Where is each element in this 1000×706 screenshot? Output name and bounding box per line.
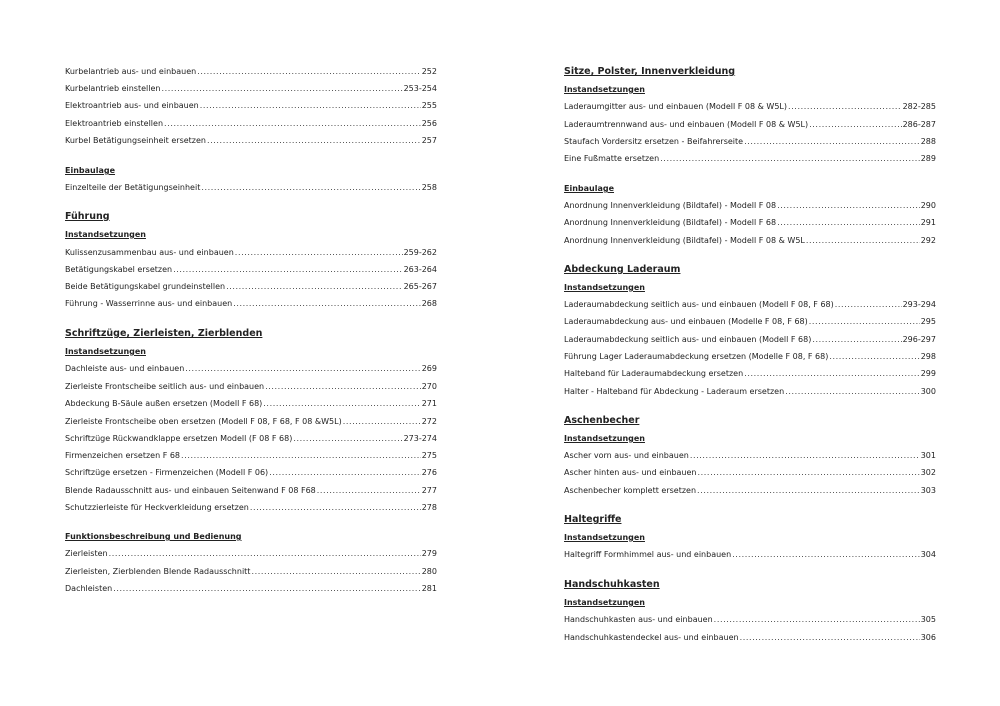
toc-entry[interactable] xyxy=(564,118,936,132)
toc-entry[interactable] xyxy=(564,199,936,213)
leader-dots xyxy=(809,118,901,132)
toc-entry-page: 259-262 xyxy=(403,248,437,257)
toc-entry-label: Laderaumgitter aus- und einbauen (Modell F 08 & W5L) xyxy=(564,102,788,111)
toc-entry-label: Schriftzüge ersetzen - Firmenzeichen (Modell F 06) xyxy=(65,468,269,477)
toc-entry[interactable] xyxy=(564,298,936,312)
toc-entry[interactable] xyxy=(564,135,936,149)
leader-dots xyxy=(698,466,920,480)
leader-dots xyxy=(785,385,920,399)
leader-dots xyxy=(829,350,919,364)
toc-entry[interactable] xyxy=(65,65,437,79)
toc-entry-page: 270 xyxy=(421,382,437,391)
toc-entry[interactable] xyxy=(65,582,437,596)
toc-entry-page: 275 xyxy=(421,451,437,460)
subsection-heading: Funktionsbeschreibung und Bedienung xyxy=(65,532,242,541)
toc-entry[interactable] xyxy=(564,449,936,463)
toc-entry-page: 300 xyxy=(920,387,936,396)
subsection-heading: Instandsetzungen xyxy=(564,283,645,292)
toc-entry[interactable] xyxy=(65,297,437,311)
leader-dots xyxy=(293,432,402,446)
toc-entry-page: 303 xyxy=(920,486,936,495)
leader-dots xyxy=(263,397,420,411)
subsection-heading: Instandsetzungen xyxy=(65,230,146,239)
section-heading: Handschuhkasten xyxy=(564,579,660,590)
toc-entry[interactable] xyxy=(65,280,437,294)
toc-entry-page: 282-285 xyxy=(902,102,936,111)
leader-dots xyxy=(250,501,421,515)
leader-dots xyxy=(226,280,402,294)
toc-entry[interactable] xyxy=(65,432,437,446)
toc-entry[interactable] xyxy=(564,315,936,329)
leader-dots xyxy=(317,484,421,498)
toc-entry-label: Einzelteile der Betätigungseinheit xyxy=(65,183,201,192)
toc-entry-label: Zierleisten xyxy=(65,549,108,558)
toc-entry[interactable] xyxy=(564,234,936,248)
toc-entry-label: Firmenzeichen ersetzen F 68 xyxy=(65,451,181,460)
toc-entry-page: 296-297 xyxy=(902,335,936,344)
toc-entry-page: 290 xyxy=(920,201,936,210)
leader-dots xyxy=(113,582,421,596)
toc-entry[interactable] xyxy=(564,350,936,364)
toc-entry-page: 263-264 xyxy=(403,265,437,274)
toc-entry[interactable] xyxy=(564,333,936,347)
toc-entry-page: 280 xyxy=(421,567,437,576)
leader-dots xyxy=(233,297,421,311)
toc-entry-label: Laderaumabdeckung aus- und einbauen (Modelle F 08, F 68) xyxy=(564,317,808,326)
toc-entry[interactable] xyxy=(564,385,936,399)
toc-entry-label: Elektroantrieb aus- und einbauen xyxy=(65,101,199,110)
toc-entry-page: 277 xyxy=(421,486,437,495)
toc-entry[interactable] xyxy=(65,380,437,394)
leader-dots xyxy=(788,100,902,114)
leader-dots xyxy=(714,613,920,627)
section-heading: Führung xyxy=(65,211,110,222)
toc-entry-label: Zierleiste Frontscheibe oben ersetzen (Modell F 08, F 68, F 08 &W5L) xyxy=(65,417,342,426)
toc-entry-label: Halteband für Laderaumabdeckung ersetzen xyxy=(564,369,744,378)
toc-entry-label: Blende Radausschnitt aus- und einbauen Seitenwand F 08 F68 xyxy=(65,486,316,495)
toc-entry-label: Staufach Vordersitz ersetzen - Beifahrerseite xyxy=(564,137,744,146)
section-heading: Sitze, Polster, Innenverkleidung xyxy=(564,66,736,77)
toc-entry-label: Kurbelantrieb aus- und einbauen xyxy=(65,67,197,76)
leader-dots xyxy=(181,449,421,463)
toc-entry-page: 298 xyxy=(920,352,936,361)
leader-dots xyxy=(690,449,920,463)
toc-entry[interactable] xyxy=(65,82,437,96)
toc-entry[interactable] xyxy=(65,263,437,277)
leader-dots xyxy=(660,152,920,166)
toc-entry-label: Anordnung Innenverkleidung (Bildtafel) - Modell F 68 xyxy=(564,218,777,227)
toc-entry-page: 299 xyxy=(920,369,936,378)
leader-dots xyxy=(173,263,403,277)
toc-entry-label: Ascher hinten aus- und einbauen xyxy=(564,468,697,477)
toc-entry[interactable] xyxy=(564,100,936,114)
toc-entry-label: Zierleisten, Zierblenden Blende Radausschnitt xyxy=(65,567,251,576)
section-heading: Schriftzüge, Zierleisten, Zierblenden xyxy=(65,328,263,339)
leader-dots xyxy=(161,82,402,96)
leader-dots xyxy=(744,367,920,381)
toc-entry-page: 255 xyxy=(421,101,437,110)
leader-dots xyxy=(265,380,421,394)
toc-entry[interactable] xyxy=(564,466,936,480)
toc-entry-label: Führung Lager Laderaumabdeckung ersetzen (Modelle F 08, F 68) xyxy=(564,352,829,361)
toc-entry[interactable] xyxy=(564,631,936,645)
leader-dots xyxy=(777,216,920,230)
toc-entry-label: Schutzzierleiste für Heckverkleidung ersetzen xyxy=(65,503,249,512)
toc-entry[interactable] xyxy=(564,613,936,627)
toc-entry[interactable] xyxy=(65,484,437,498)
toc-entry-page: 301 xyxy=(920,451,936,460)
leader-dots xyxy=(732,548,920,562)
toc-entry-label: Aschenbecher komplett ersetzen xyxy=(564,486,697,495)
toc-entry-label: Kurbel Betätigungseinheit ersetzen xyxy=(65,136,206,145)
leader-dots xyxy=(269,466,421,480)
leader-dots xyxy=(235,246,403,260)
subsection-heading: Instandsetzungen xyxy=(564,533,645,542)
toc-entry[interactable] xyxy=(65,449,437,463)
toc-entry-page: 302 xyxy=(920,468,936,477)
toc-entry-page: 291 xyxy=(920,218,936,227)
toc-entry-label: Anordnung Innenverkleidung (Bildtafel) - Modell F 08 & W5L xyxy=(564,236,805,245)
leader-dots xyxy=(777,199,920,213)
toc-entry-page: 272 xyxy=(421,417,437,426)
toc-entry-page: 304 xyxy=(920,550,936,559)
toc-entry-page: 258 xyxy=(421,183,437,192)
section-heading: Haltegriffe xyxy=(564,514,622,525)
toc-entry-page: 292 xyxy=(920,236,936,245)
toc-entry-label: Eine Fußmatte ersetzen xyxy=(564,154,660,163)
leader-dots xyxy=(109,547,421,561)
toc-entry-page: 273-274 xyxy=(403,434,437,443)
subsection-heading: Einbaulage xyxy=(65,166,116,175)
leader-dots xyxy=(200,99,421,113)
toc-entry-label: Beide Betätigungskabel grundeinstellen xyxy=(65,282,226,291)
toc-entry[interactable] xyxy=(65,565,437,579)
toc-entry-page: 279 xyxy=(421,549,437,558)
toc-entry-label: Abdeckung B-Säule außen ersetzen (Modell F 68) xyxy=(65,399,263,408)
subsection-heading: Einbaulage xyxy=(564,184,615,193)
toc-entry-page: 289 xyxy=(920,154,936,163)
toc-entry[interactable] xyxy=(65,134,437,148)
toc-entry[interactable] xyxy=(65,501,437,515)
toc-entry-label: Kurbelantrieb einstellen xyxy=(65,84,161,93)
subsection-heading: Instandsetzungen xyxy=(564,598,645,607)
toc-entry-page: 265-267 xyxy=(403,282,437,291)
subsection-heading: Instandsetzungen xyxy=(564,434,645,443)
leader-dots xyxy=(809,315,920,329)
toc-entry-label: Ascher vorn aus- und einbauen xyxy=(564,451,689,460)
toc-entry[interactable] xyxy=(564,484,936,498)
toc-entry-page: 257 xyxy=(421,136,437,145)
toc-entry-page: 253-254 xyxy=(403,84,437,93)
toc-entry-label: Schriftzüge Rückwandklappe ersetzen Modell (F 08 F 68) xyxy=(65,434,293,443)
toc-entry-label: Zierleiste Frontscheibe seitlich aus- und einbauen xyxy=(65,382,265,391)
toc-entry[interactable] xyxy=(65,466,437,480)
toc-entry-label: Halter - Halteband für Abdeckung - Laderaum ersetzen xyxy=(564,387,785,396)
toc-entry-label: Anordnung Innenverkleidung (Bildtafel) - Modell F 08 xyxy=(564,201,777,210)
leader-dots xyxy=(197,65,421,79)
toc-entry-label: Laderaumabdeckung seitlich aus- und einbauen (Modell F 68) xyxy=(564,335,812,344)
toc-entry-label: Haltegriff Formhimmel aus- und einbauen xyxy=(564,550,732,559)
leader-dots xyxy=(343,415,421,429)
toc-entry[interactable] xyxy=(564,152,936,166)
leader-dots xyxy=(207,134,421,148)
toc-entry-page: 276 xyxy=(421,468,437,477)
toc-entry[interactable] xyxy=(65,117,437,131)
toc-entry-label: Führung - Wasserrinne aus- und einbauen xyxy=(65,299,233,308)
toc-entry-page: 281 xyxy=(421,584,437,593)
toc-entry[interactable] xyxy=(65,362,437,376)
section-heading: Abdeckung Laderaum xyxy=(564,264,681,275)
toc-entry-page: 295 xyxy=(920,317,936,326)
leader-dots xyxy=(185,362,420,376)
subsection-heading: Instandsetzungen xyxy=(564,85,645,94)
leader-dots xyxy=(251,565,420,579)
toc-entry[interactable] xyxy=(65,547,437,561)
toc-entry-page: 256 xyxy=(421,119,437,128)
leader-dots xyxy=(201,181,420,195)
toc-entry-page: 271 xyxy=(421,399,437,408)
leader-dots xyxy=(697,484,920,498)
section-heading: Aschenbecher xyxy=(564,415,640,426)
toc-entry-page: 293-294 xyxy=(902,300,936,309)
toc-entry[interactable] xyxy=(65,181,437,195)
toc-entry-page: 278 xyxy=(421,503,437,512)
toc-entry[interactable] xyxy=(564,367,936,381)
toc-entry-page: 306 xyxy=(920,633,936,642)
toc-entry-label: Laderaumabdeckung seitlich aus- und einbauen (Modell F 08, F 68) xyxy=(564,300,834,309)
leader-dots xyxy=(812,333,901,347)
toc-entry-label: Elektroantrieb einstellen xyxy=(65,119,164,128)
subsection-heading: Instandsetzungen xyxy=(65,347,146,356)
leader-dots xyxy=(740,631,920,645)
toc-entry-label: Handschuhkasten aus- und einbauen xyxy=(564,615,713,624)
toc-entry-page: 286-287 xyxy=(902,120,936,129)
toc-entry-page: 305 xyxy=(920,615,936,624)
toc-entry[interactable] xyxy=(564,216,936,230)
toc-entry[interactable] xyxy=(65,246,437,260)
toc-entry-page: 269 xyxy=(421,364,437,373)
toc-entry[interactable] xyxy=(65,397,437,411)
toc-entry-label: Laderaumtrennwand aus- und einbauen (Modell F 08 & W5L) xyxy=(564,120,809,129)
toc-entry-label: Kulissenzusammenbau aus- und einbauen xyxy=(65,248,234,257)
leader-dots xyxy=(806,234,920,248)
leader-dots xyxy=(835,298,902,312)
toc-entry-label: Dachleisten xyxy=(65,584,113,593)
leader-dots xyxy=(164,117,421,131)
leader-dots xyxy=(744,135,920,149)
toc-entry[interactable] xyxy=(564,548,936,562)
toc-entry-page: 288 xyxy=(920,137,936,146)
toc-entry-label: Dachleiste aus- und einbauen xyxy=(65,364,185,373)
toc-entry-page: 268 xyxy=(421,299,437,308)
toc-entry[interactable] xyxy=(65,415,437,429)
toc-entry-label: Betätigungskabel ersetzen xyxy=(65,265,173,274)
toc-entry-label: Handschuhkastendeckel aus- und einbauen xyxy=(564,633,739,642)
toc-entry[interactable] xyxy=(65,99,437,113)
toc-entry-page: 252 xyxy=(421,67,437,76)
